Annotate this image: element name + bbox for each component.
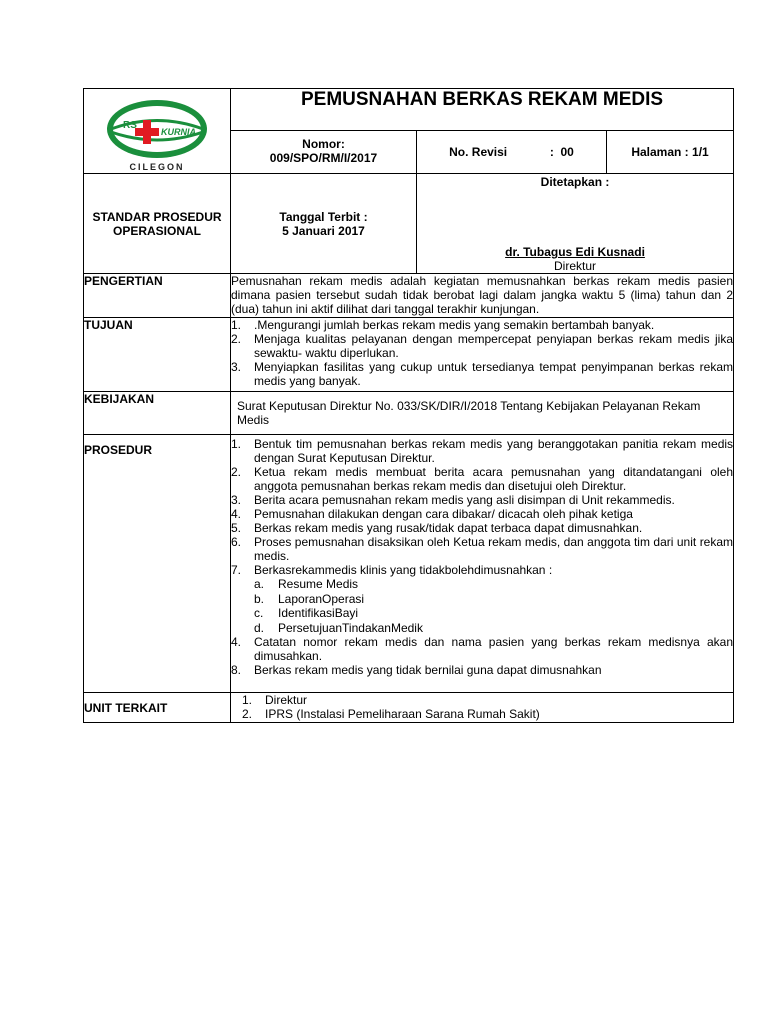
list-item: c. IdentifikasiBayi — [254, 606, 359, 620]
list-item: 6. Proses pemusnahan disaksikan oleh Ketua rekam medis, dan anggota tim dari unit rekam medis. — [231, 535, 734, 563]
list-item: 4. Catatan nomor rekam medis dan nama pasien yang berkas rekam medisnya akan dimusahkan. — [231, 635, 734, 663]
ditetapkan-label: Ditetapkan : — [540, 175, 610, 189]
signer-title: Direktur — [554, 259, 597, 273]
list-item: 3. Menyiapkan fasilitas yang cukup untuk tersedianya tempat penyimpanan berkas rekam medis yang banyak. — [231, 360, 734, 388]
terbit-value: 5 Januari 2017 — [282, 223, 365, 238]
hospital-logo — [105, 98, 209, 160]
kebijakan-label: KEBIJAKAN — [84, 392, 231, 435]
list-item: 8. Berkas rekam medis yang tidak bernilai guna dapat dimusnahkan — [231, 663, 602, 677]
list-item: 1. Direktur — [242, 693, 308, 707]
list-item: 2. Menjaga kualitas pelayanan dengan mempercepat penyiapan berkas rekam medis jika sewaktu- waktu diperlukan. — [231, 332, 734, 360]
kebijakan-text: Surat Keputusan Direktur No. 033/SK/DIR/I/2018 Tentang Kebijakan Pelayanan Rekam Medis — [231, 392, 734, 435]
list-item: 2. Ketua rekam medis membuat berita acara pemusnahan yang ditandatangani oleh anggota pemusnahan berkas rekam medis dan disetujui oleh Direktur. — [231, 465, 734, 493]
nomor-cell — [231, 131, 417, 174]
unit-label: UNIT TERKAIT — [84, 693, 231, 723]
unit-cell — [231, 693, 734, 723]
prosedur-cell — [231, 435, 734, 693]
prosedur-sublist — [231, 577, 733, 635]
signer-name: dr. Tubagus Edi Kusnadi — [505, 245, 645, 259]
logo-name-text: KURNIA — [161, 127, 196, 137]
revisi-value: : 00 — [549, 145, 574, 159]
list-item: 7. Berkasrekammedis klinis yang tidakbolehdimusnahkan : — [231, 563, 553, 577]
prosedur-list — [231, 437, 733, 577]
spo-table — [83, 88, 734, 723]
document-title: PEMUSNAHAN BERKAS REKAM MEDIS — [231, 89, 734, 131]
list-item: b. LaporanOperasi — [254, 591, 365, 606]
logo-rs-text: RS — [123, 120, 137, 131]
unit-list — [242, 693, 733, 721]
list-item: 1. Bentuk tim pemusnahan berkas rekam medis yang beranggotakan panitia rekam medis dengan Surat Keputusan Direktur. — [231, 437, 734, 465]
list-item: 1. .Mengurangi jumlah berkas rekam medis yang semakin bertambah banyak. — [231, 318, 655, 332]
spo-label: STANDAR PROSEDUR OPERASIONAL — [84, 174, 231, 274]
pengertian-label: PENGERTIAN — [84, 274, 231, 318]
tujuan-cell — [231, 318, 734, 392]
tujuan-label: TUJUAN — [84, 318, 231, 392]
revisi-cell — [417, 131, 607, 174]
revisi-label: No. Revisi — [449, 145, 508, 159]
logo-cell — [84, 89, 231, 174]
list-item: a. Resume Medis — [254, 577, 359, 591]
terbit-cell — [231, 174, 417, 274]
terbit-label: Tanggal Terbit : — [279, 209, 368, 224]
list-item: 5. Berkas rekam medis yang rusak/tidak dapat terbaca dapat dimusnahkan. — [231, 521, 643, 535]
nomor-value: 009/SPO/RM/I/2017 — [269, 151, 378, 165]
logo-city: CILEGON — [129, 162, 185, 172]
pengertian-text: Pemusnahan rekam medis adalah kegiatan memusnahkan berkas rekam medis pasien dimana pasien tersebut sudah tidak berobat lagi dalam jangka waktu 5 (lima) tahun dan 2 (dua) tahun ini aktif dilihat dari tanggal terakhir kunjungan. — [231, 274, 734, 316]
list-item: 2. IPRS (Instalasi Pemeliharaan Sarana Rumah Sakit) — [242, 707, 540, 721]
halaman-cell: Halaman : 1/1 — [607, 131, 734, 174]
ditetapkan-cell — [417, 174, 734, 274]
prosedur-label: PROSEDUR — [84, 435, 231, 693]
list-item: 4. Pemusnahan dilakukan dengan cara dibakar/ dicacah oleh pihak ketiga — [231, 507, 633, 521]
list-item: d. PersetujuanTindakanMedik — [254, 620, 423, 635]
nomor-label: Nomor: — [302, 137, 345, 151]
spo-document — [83, 88, 733, 723]
prosedur-list-cont — [231, 635, 733, 677]
tujuan-list — [231, 318, 733, 388]
list-item: 3. Berita acara pemusnahan rekam medis yang asli disimpan di Unit rekammedis. — [231, 493, 675, 507]
